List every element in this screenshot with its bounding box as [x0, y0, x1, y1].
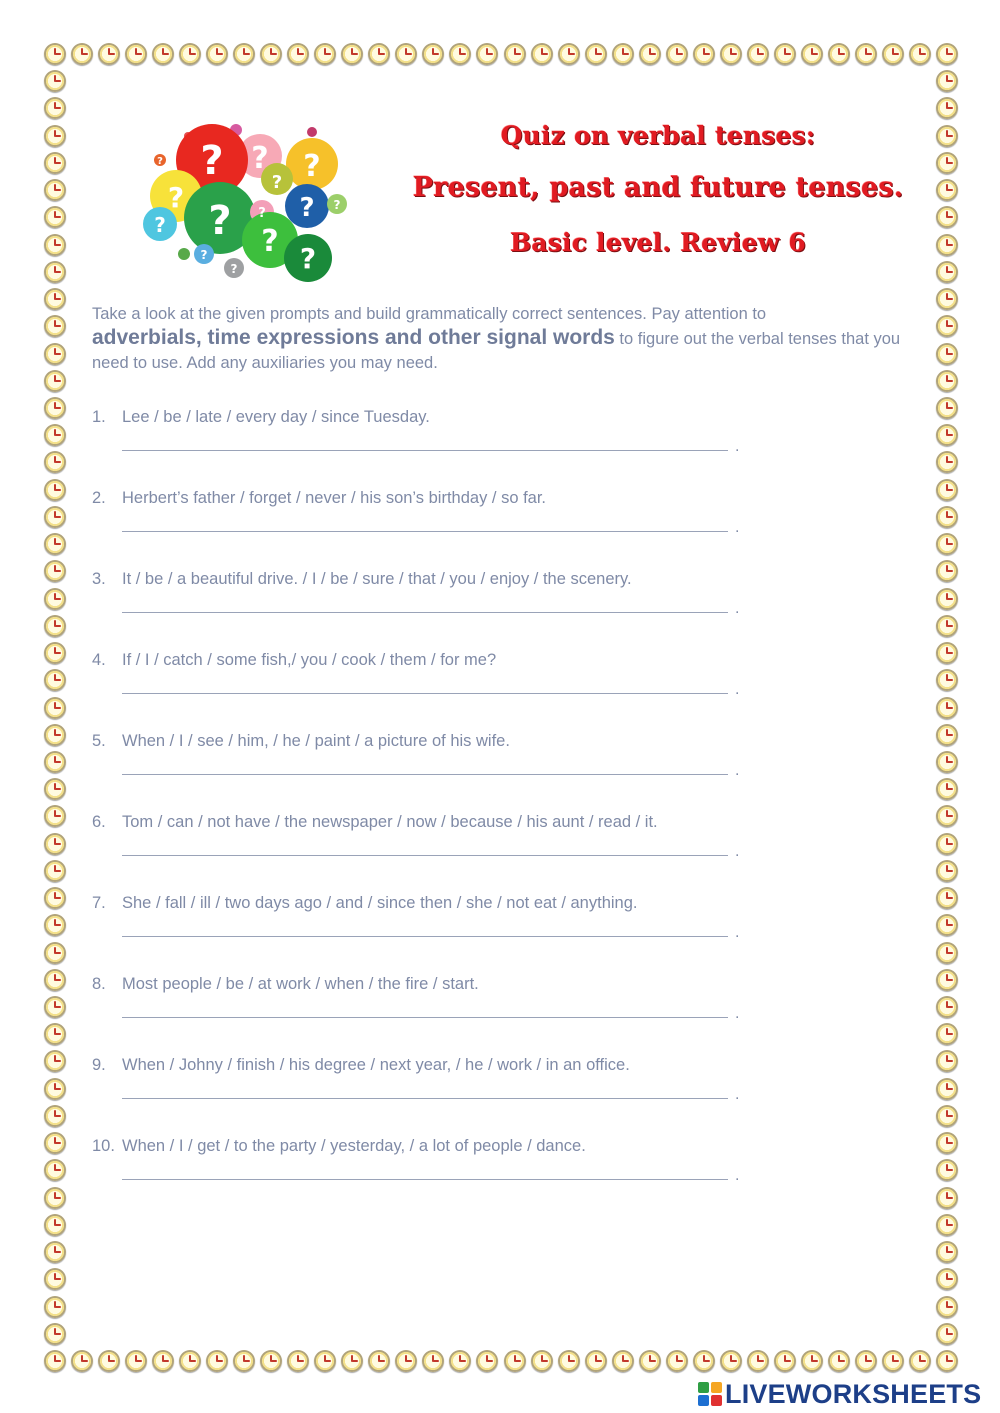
clock-icon — [179, 1350, 201, 1372]
answer-period: . — [735, 600, 740, 617]
clock-icon — [44, 697, 66, 719]
clock-icon — [44, 1268, 66, 1290]
svg-text:?: ? — [230, 262, 238, 276]
answer-period: . — [735, 1167, 740, 1184]
clock-icon — [936, 506, 958, 528]
answer-period: . — [735, 681, 740, 698]
question-text: When / I / get / to the party / yesterday, / a lot of people / dance. — [122, 1137, 586, 1155]
clock-icon — [936, 1214, 958, 1236]
clock-icon — [368, 1350, 390, 1372]
clock-icon — [44, 1159, 66, 1181]
clock-icon — [936, 778, 958, 800]
question-number: 7. — [92, 894, 106, 912]
question-text: When / Johny / finish / his degree / next year, / he / work / in an office. — [122, 1056, 630, 1074]
question-prompt — [92, 732, 510, 751]
clock-icon — [44, 261, 66, 283]
clock-icon — [936, 860, 958, 882]
clock-icon — [44, 1214, 66, 1236]
svg-text:?: ? — [299, 242, 317, 275]
clock-icon — [44, 533, 66, 555]
clock-icon — [936, 370, 958, 392]
clock-icon — [855, 1350, 877, 1372]
brand-square — [711, 1395, 722, 1406]
clock-icon — [44, 70, 66, 92]
answer-field[interactable] — [122, 531, 728, 532]
clock-icon — [936, 697, 958, 719]
clock-icon — [936, 1105, 958, 1127]
clock-icon — [476, 1350, 498, 1372]
title-line-1: Quiz on verbal tenses: — [500, 121, 816, 150]
clock-icon — [44, 424, 66, 446]
clock-icon — [558, 43, 580, 65]
clock-icon — [314, 1350, 336, 1372]
clock-icon — [936, 179, 958, 201]
svg-text:?: ? — [157, 156, 163, 167]
clock-icon — [936, 315, 958, 337]
clock-icon — [747, 43, 769, 65]
question-item — [92, 408, 792, 489]
question-text: Lee / be / late / every day / since Tuesday. — [122, 408, 430, 426]
clock-icon — [909, 1350, 931, 1372]
clock-icon — [693, 43, 715, 65]
clock-icon — [44, 451, 66, 473]
svg-text:?: ? — [303, 149, 321, 184]
question-prompt — [92, 408, 430, 427]
clock-icon — [801, 1350, 823, 1372]
question-number: 1. — [92, 408, 106, 426]
question-prompt — [92, 570, 632, 589]
question-prompt — [92, 975, 479, 994]
question-item — [92, 1056, 792, 1137]
clock-icon — [936, 642, 958, 664]
clock-icon — [504, 1350, 526, 1372]
clock-icon — [44, 833, 66, 855]
clock-icon — [98, 1350, 120, 1372]
question-prompt — [92, 813, 658, 832]
clock-icon — [639, 43, 661, 65]
answer-period: . — [735, 843, 740, 860]
clock-icon — [936, 669, 958, 691]
clock-icon — [855, 43, 877, 65]
clock-icon — [936, 97, 958, 119]
clock-icon — [936, 1132, 958, 1154]
question-prompt — [92, 1137, 586, 1156]
question-item — [92, 1137, 792, 1218]
clock-icon — [936, 588, 958, 610]
clock-icon — [747, 1350, 769, 1372]
clock-icon — [936, 1187, 958, 1209]
clock-icon — [612, 1350, 634, 1372]
clock-icon — [936, 615, 958, 637]
clock-icon — [44, 860, 66, 882]
clock-icon — [260, 43, 282, 65]
answer-field[interactable] — [122, 1179, 728, 1180]
title-line-3: Basic level. Review 6 — [510, 228, 806, 257]
clock-icon — [936, 70, 958, 92]
clock-icon — [44, 343, 66, 365]
clock-icon — [936, 1350, 958, 1372]
worksheet-title — [378, 112, 938, 270]
instructions-text-end: to figure out the verbal tenses that you need to use. Add any auxiliaries you may need. — [92, 330, 901, 372]
question-text: Tom / can / not have / the newspaper / now / because / his aunt / read / it. — [122, 813, 658, 831]
question-item — [92, 894, 792, 975]
clock-icon — [936, 1078, 958, 1100]
clock-icon — [287, 1350, 309, 1372]
clock-icon — [287, 43, 309, 65]
clock-icon — [936, 125, 958, 147]
question-prompt — [92, 894, 637, 913]
clock-icon — [44, 887, 66, 909]
clock-icon — [44, 506, 66, 528]
clock-icon — [666, 1350, 688, 1372]
answer-field[interactable] — [122, 612, 728, 613]
clock-icon — [44, 778, 66, 800]
clock-icon — [44, 1050, 66, 1072]
clock-icon — [44, 1241, 66, 1263]
clock-icon — [44, 724, 66, 746]
clock-icon — [936, 152, 958, 174]
clock-icon — [125, 1350, 147, 1372]
clock-icon — [936, 397, 958, 419]
question-prompt — [92, 651, 496, 670]
clock-icon — [44, 125, 66, 147]
clock-icon — [44, 588, 66, 610]
clock-icon — [44, 1078, 66, 1100]
question-item — [92, 570, 792, 651]
clock-icon — [44, 805, 66, 827]
clock-icon — [882, 1350, 904, 1372]
clock-icon — [44, 288, 66, 310]
answer-period: . — [735, 924, 740, 941]
answer-field[interactable] — [122, 450, 728, 451]
question-number: 8. — [92, 975, 106, 993]
answer-field[interactable] — [122, 855, 728, 856]
question-item — [92, 651, 792, 732]
title-line-2: Present, past and future tenses. — [412, 172, 904, 203]
question-number: 3. — [92, 570, 106, 588]
question-text: It / be / a beautiful drive. / I / be / sure / that / you / enjoy / the scenery. — [122, 570, 632, 588]
clock-icon — [341, 1350, 363, 1372]
svg-text:?: ? — [200, 138, 224, 184]
clock-icon — [531, 43, 553, 65]
clock-icon — [44, 1323, 66, 1345]
question-mark-bubbles-icon — [132, 116, 352, 288]
clock-icon — [368, 43, 390, 65]
clock-icon — [98, 43, 120, 65]
clock-icon — [612, 43, 634, 65]
liveworksheets-logo — [698, 1379, 981, 1409]
clock-icon — [801, 43, 823, 65]
question-number: 6. — [92, 813, 106, 831]
question-text: Herbert’s father / forget / never / his son’s birthday / so far. — [122, 489, 547, 507]
clock-icon — [44, 43, 66, 65]
clock-icon — [936, 1323, 958, 1345]
clock-icon — [71, 1350, 93, 1372]
clock-icon — [44, 996, 66, 1018]
clock-icon — [936, 206, 958, 228]
question-number: 2. — [92, 489, 106, 507]
clock-icon — [152, 43, 174, 65]
clock-icon — [774, 1350, 796, 1372]
clock-icon — [44, 1105, 66, 1127]
question-item — [92, 489, 792, 570]
clock-icon — [936, 234, 958, 256]
question-text: She / fall / ill / two days ago / and / since then / she / not eat / anything. — [122, 894, 638, 912]
question-prompt — [92, 489, 546, 508]
question-number: 10. — [92, 1137, 115, 1155]
clock-icon — [936, 1159, 958, 1181]
clock-icon — [152, 1350, 174, 1372]
clock-icon — [936, 1050, 958, 1072]
clock-icon — [44, 751, 66, 773]
clock-icon — [44, 969, 66, 991]
svg-text:?: ? — [261, 224, 279, 259]
clock-icon — [233, 1350, 255, 1372]
clock-icon — [44, 642, 66, 664]
question-item — [92, 732, 792, 813]
clock-icon — [936, 43, 958, 65]
answer-field[interactable] — [122, 1098, 728, 1099]
clock-icon — [936, 887, 958, 909]
clock-icon — [44, 669, 66, 691]
clock-icon — [936, 1296, 958, 1318]
question-text: If / I / catch / some fish,/ you / cook / them / for me? — [122, 651, 497, 669]
clock-icon — [585, 1350, 607, 1372]
clock-icon — [936, 996, 958, 1018]
clock-icon — [936, 914, 958, 936]
clock-icon — [936, 1241, 958, 1263]
clock-icon — [936, 451, 958, 473]
clock-icon — [44, 179, 66, 201]
clock-icon — [639, 1350, 661, 1372]
clock-icon — [774, 43, 796, 65]
clock-icon — [936, 424, 958, 446]
clock-icon — [44, 914, 66, 936]
clock-icon — [314, 43, 336, 65]
clock-icon — [449, 1350, 471, 1372]
clock-icon — [936, 533, 958, 555]
svg-text:?: ? — [251, 141, 269, 176]
answer-period: . — [735, 1086, 740, 1103]
clock-icon — [233, 43, 255, 65]
clock-icon — [666, 43, 688, 65]
clock-icon — [44, 1187, 66, 1209]
clock-icon — [882, 43, 904, 65]
clock-icon — [179, 43, 201, 65]
clock-icon — [206, 43, 228, 65]
clock-icon — [558, 1350, 580, 1372]
question-text: When / I / see / him, / he / paint / a picture of his wife. — [122, 732, 510, 750]
question-number: 4. — [92, 651, 106, 669]
clock-icon — [44, 234, 66, 256]
question-item — [92, 813, 792, 894]
clock-icon — [936, 479, 958, 501]
clock-icon — [720, 1350, 742, 1372]
clock-icon — [936, 969, 958, 991]
svg-text:?: ? — [299, 193, 315, 223]
clock-icon — [206, 1350, 228, 1372]
clock-icon — [125, 43, 147, 65]
question-number: 9. — [92, 1056, 106, 1074]
clock-icon — [44, 1350, 66, 1372]
clock-icon — [44, 1296, 66, 1318]
clock-icon — [936, 261, 958, 283]
clock-icon — [909, 43, 931, 65]
svg-text:?: ? — [200, 248, 208, 262]
brand-square — [698, 1395, 709, 1406]
answer-period: . — [735, 438, 740, 455]
question-item — [92, 975, 792, 1056]
svg-text:?: ? — [208, 198, 232, 244]
clock-icon — [828, 43, 850, 65]
svg-text:?: ? — [333, 198, 341, 212]
clock-icon — [44, 615, 66, 637]
clock-icon — [936, 1268, 958, 1290]
question-number: 5. — [92, 732, 106, 750]
clock-icon — [476, 43, 498, 65]
clock-icon — [44, 315, 66, 337]
brand-square — [711, 1382, 722, 1393]
clock-icon — [260, 1350, 282, 1372]
svg-text:?: ? — [167, 181, 185, 214]
clock-icon — [693, 1350, 715, 1372]
clock-icon — [422, 43, 444, 65]
clock-icon — [44, 206, 66, 228]
brand-square — [698, 1382, 709, 1393]
instructions-emphasis: adverbials, time expressions and other signal words — [92, 326, 615, 349]
clock-icon — [936, 560, 958, 582]
answer-period: . — [735, 1005, 740, 1022]
clock-icon — [44, 152, 66, 174]
clock-icon — [720, 43, 742, 65]
clock-icon — [936, 724, 958, 746]
clock-icon — [531, 1350, 553, 1372]
clock-icon — [44, 97, 66, 119]
clock-icon — [44, 397, 66, 419]
clock-icon — [44, 1023, 66, 1045]
answer-field[interactable] — [122, 1017, 728, 1018]
clock-icon — [449, 43, 471, 65]
answer-field[interactable] — [122, 774, 728, 775]
clock-icon — [936, 805, 958, 827]
clock-icon — [828, 1350, 850, 1372]
clock-icon — [936, 833, 958, 855]
question-list — [92, 408, 792, 1218]
clock-icon — [585, 43, 607, 65]
clock-icon — [44, 1132, 66, 1154]
clock-icon — [504, 43, 526, 65]
question-text: Most people / be / at work / when / the fire / start. — [122, 975, 479, 993]
answer-period: . — [735, 519, 740, 536]
svg-text:?: ? — [154, 213, 166, 237]
clock-icon — [936, 1023, 958, 1045]
clock-icon — [936, 343, 958, 365]
brand-name: LIVEWORKSHEETS — [725, 1378, 982, 1409]
clock-icon — [44, 942, 66, 964]
clock-icon — [71, 43, 93, 65]
clock-icon — [44, 370, 66, 392]
clock-icon — [936, 751, 958, 773]
question-prompt — [92, 1056, 630, 1075]
clock-icon — [44, 479, 66, 501]
svg-text:?: ? — [271, 172, 283, 193]
clock-icon — [395, 1350, 417, 1372]
svg-text:?: ? — [258, 206, 266, 221]
answer-field[interactable] — [122, 936, 728, 937]
instructions — [92, 302, 922, 375]
clock-icon — [936, 942, 958, 964]
liveworksheets-mark-icon — [698, 1382, 722, 1406]
clock-icon — [395, 43, 417, 65]
answer-field[interactable] — [122, 693, 728, 694]
clock-icon — [44, 560, 66, 582]
instructions-text: Take a look at the given prompts and build grammatically correct sentences. Pay attention to — [92, 305, 767, 323]
clock-icon — [341, 43, 363, 65]
answer-period: . — [735, 762, 740, 779]
clock-icon — [936, 288, 958, 310]
clock-icon — [422, 1350, 444, 1372]
